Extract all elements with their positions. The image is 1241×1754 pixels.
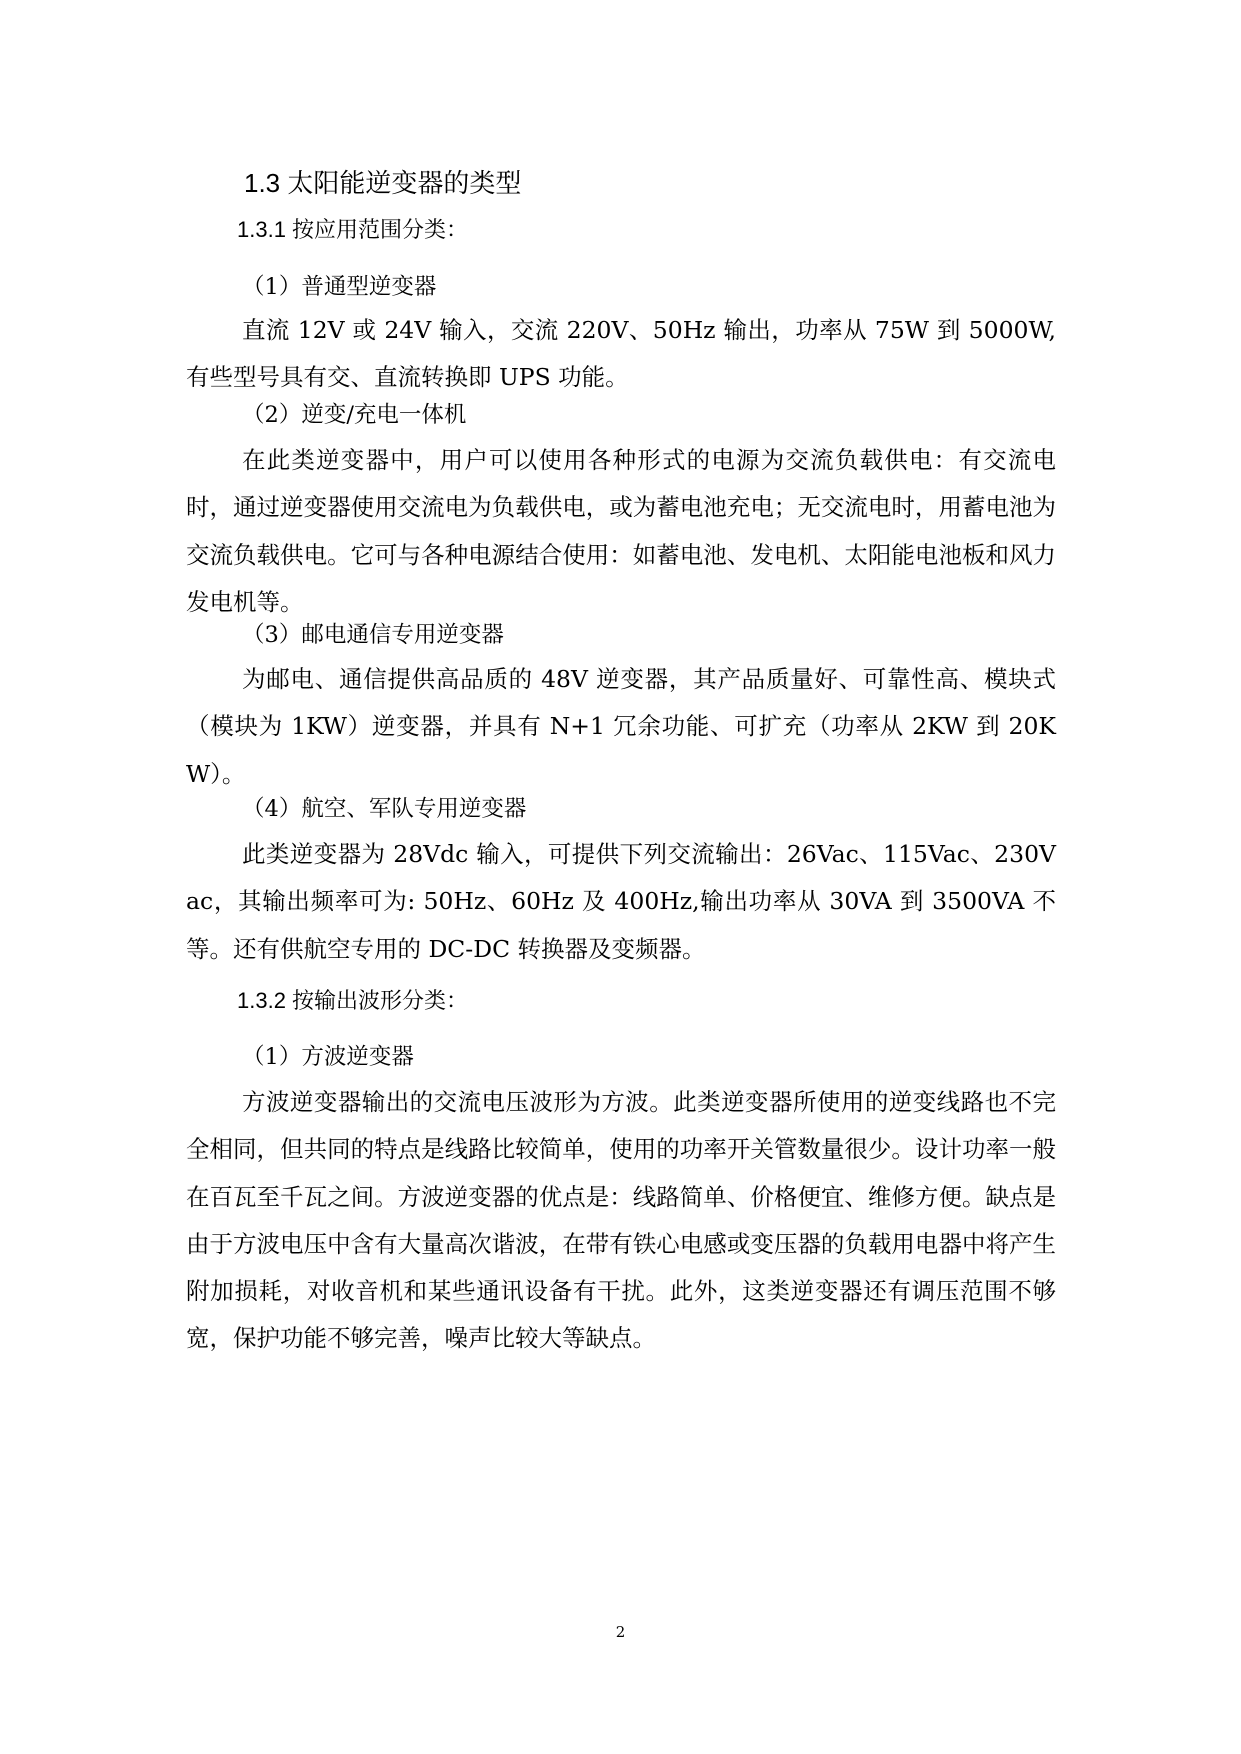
paragraph-telecom-inverter: 为邮电、通信提供高品质的 48V 逆变器，其产品质量好、可靠性高、模块式（模块为 1KW）逆变器，并具有 N+1 冗余功能、可扩充（功率从 2KW 到 20KW）。	[186, 665, 1056, 788]
subsection-heading-application: 1.3.1 按应用范围分类：	[237, 217, 469, 242]
item-label-telecom-inverter: （3）邮电通信专用逆变器	[242, 622, 504, 648]
paragraph-aviation-inverter: 此类逆变器为 28Vdc 输入，可提供下列交流输出：26Vac、115Vac、230Vac，其输出频率可为: 50Hz、60Hz 及 400Hz,输出功率从 30VA 到 3500VA 不等。还有供航空专用的 DC-DC 转换器及变频器。	[186, 840, 1056, 963]
item-label-ordinary-inverter: （1）普通型逆变器	[242, 274, 437, 300]
item-label-inverter-charger: （2）逆变/充电一体机	[242, 402, 467, 428]
paragraph-inverter-charger: 在此类逆变器中，用户可以使用各种形式的电源为交流负载供电：有交流电时，通过逆变器使用交流电为负载供电，或为蓄电池充电；无交流电时，用蓄电池为交流负载供电。它可与各种电源结合使用：如蓄电池、发电机、太阳能电池板和风力发电机等。	[186, 446, 1056, 616]
paragraph-square-wave-inverter: 方波逆变器输出的交流电压波形为方波。此类逆变器所使用的逆变线路也不完全相同，但共同的特点是线路比较简单，使用的功率开关管数量很少。设计功率一般在百瓦至千瓦之间。方波逆变器的优点是：线路简单、价格便宜、维修方便。缺点是由于方波电压中含有大量高次谐波，在带有铁心电感或变压器的负载用电器中将产生附加损耗，对收音机和某些通讯设备有干扰。此外，这类逆变器还有调压范围不够宽，保护功能不够完善，噪声比较大等缺点。	[186, 1088, 1056, 1353]
paragraph-ordinary-inverter: 直流 12V 或 24V 输入，交流 220V、50Hz 输出，功率从 75W 到 5000W,有些型号具有交、直流转换即 UPS 功能。	[186, 316, 1056, 392]
page-number: 2	[615, 1623, 626, 1641]
section-title: 1.3 太阳能逆变器的类型	[244, 168, 522, 198]
item-label-square-wave-inverter: （1）方波逆变器	[242, 1044, 414, 1070]
item-label-aviation-inverter: （4）航空、军队专用逆变器	[242, 796, 527, 822]
subsection-heading-waveform: 1.3.2 按输出波形分类：	[237, 988, 469, 1013]
